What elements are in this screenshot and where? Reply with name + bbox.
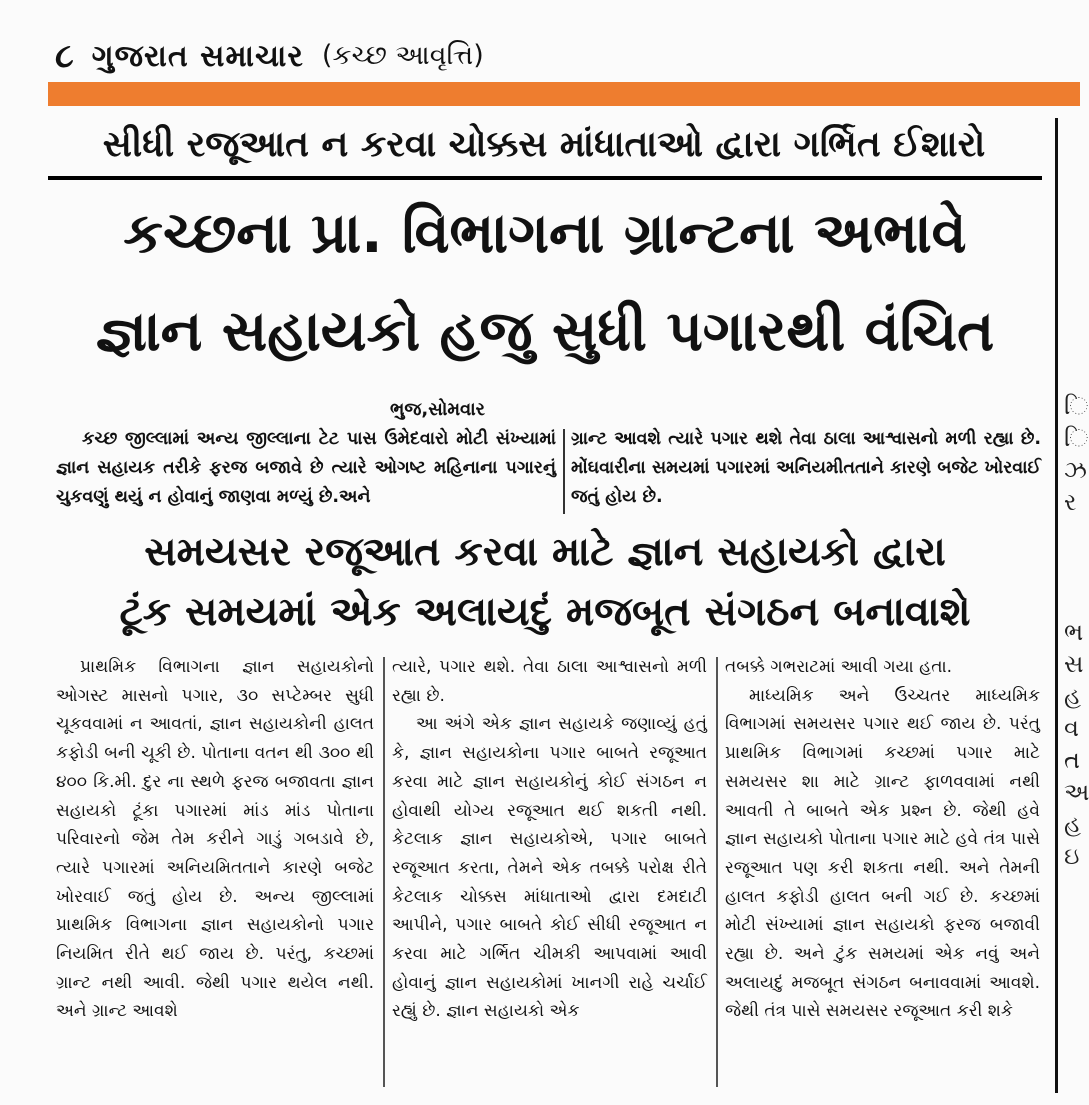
adjacent-article-fragment: વ [1064, 714, 1079, 742]
column-divider [1055, 118, 1058, 1093]
headline-line2: જ્ઞાન સહાયકો હજુ સુધી પગારથી વંચિત [95, 299, 995, 364]
masthead-logo: ગુજરાત સમાચાર [91, 38, 304, 74]
body-column-1 [56, 653, 374, 1026]
body-column-3 [725, 653, 1040, 1026]
intro-section [48, 425, 1042, 515]
intro-right: ગ્રાન્ટ આવશે ત્યારે પગાર થશે તેવા ઠાલા આશ્વાસનો મળી રહ્યા છે. મોંઘવારીના સમયમાં પગારમાં અનિયમીતતાને કારણે બજેટ ખોરવાઈ જતું હોય છે. [571, 429, 1041, 507]
adjacent-article-fragment: ઝ [1064, 456, 1087, 484]
page-number: ૮ [55, 36, 74, 76]
body-columns [48, 653, 1042, 1093]
column-rule [383, 657, 385, 1087]
paragraph: પ્રાથમિક વિભાગના જ્ઞાન સહાયકોનો ઓગસ્ટ માસનો પગાર, ૩૦ સપ્ટેમ્બર સુધી ચૂકવવામાં ન આવતાં, જ્ઞાન સહાયકોની હાલત કફોડી બની ચૂકી છે. પોતાના વતન થી ૩૦૦ થી ૪૦૦ કિ.મી. દુર ના સ્થળે ફરજ બજાવતા જ્ઞાન સહાયકો ટૂંકા પગારમાં માંડ માંડ પોતાના પરિવારનો જેમ તેમ કરીને ગાડું ગબડાવે છે, ત્યારે પગારમાં અનિયમિતતાને કારણે બજેટ ખોરવાઈ જતું હોય છે. અન્ય જીલ્લામાં પ્રાથમિક વિભાગના જ્ઞાન સહાયકોનો પગાર નિયમિત રીતે થઈ જાય છે. પરંતુ, કચ્છમાં ગ્રાન્ટ નથી આવી. જેથી પગાર થયેલ નથી. અને ગ્રાન્ટ આવશે [56, 657, 374, 1022]
adjacent-article-fragment: સ [1064, 650, 1084, 678]
kicker-divider [48, 176, 1042, 180]
adjacent-article-fragment: ત [1064, 746, 1080, 774]
headline-line1: કચ્છના પ્રા. વિભાગના ગ્રાન્ટના અભાવે [123, 201, 967, 266]
paragraph: માધ્યમિક અને ઉચ્ચતર માધ્યમિક વિભાગમાં સમયસર પગાર થઈ જાય છે. પરંતુ પ્રાથમિક વિભાગમાં કચ્છમાં પગાર માટે સમયસર શા માટે ગ્રાન્ટ ફાળવવામાં નથી આવતી તે બાબતે એક પ્રશ્ન છે. જેથી હવે જ્ઞાન સહાયકો પોતાના પગાર માટે હવે તંત્ર પાસે રજૂઆત પણ કરી શકતા નથી. અને તેમની હાલત કફોડી હાલત બની ગઈ છે. કચ્છમાં મોટી સંખ્યામાં જ્ઞાન સહાયકો ફરજ બજાવી રહ્યા છે. અને ટુંક સમયમાં એક નવું અને અલાયદું મજબૂત સંગઠન બનાવવામાં આવશે. જેથી તંત્ર પાસે સમયસર રજૂઆત કરી શકે [725, 685, 1040, 1022]
adjacent-article-fragment: િ [1064, 392, 1089, 420]
subhead-line1: સમયસર રજૂઆત કરવા માટે જ્ઞાન સહાયકો દ્વારા [144, 529, 946, 575]
accent-bar [48, 82, 1080, 106]
paragraph: આ અંગે એક જ્ઞાન સહાયકે જણાવ્યું હતું કે, જ્ઞાન સહાયકોના પગાર બાબતે રજૂઆત કરવા માટે જ્ઞાન સહાયકોનું કોઈ સંગઠન ન હોવાથી યોગ્ય રજૂઆત થઈ શકતી નથી. કેટલાક જ્ઞાન સહાયકોએ, પગાર બાબતે રજૂઆત કરતા, તેમને એક તબક્કે પરોક્ષ રીતે કેટલાક ચોક્કસ માંધાતાઓ દ્વારા દમદાટી આપીને, પગાર બાબતે કોઈ સીધી રજૂઆત ન કરવા માટે ગર્ભિત ચીમકી આપવામાં આવી હોવાનું જ્ઞાન સહાયકોમાં ખાનગી રાહે ચર્ચાઈ રહ્યું છે. જ્ઞાન સહાયકો એક [392, 714, 707, 1022]
column-rule [716, 657, 718, 1087]
adjacent-article-fragment: ર [1064, 488, 1077, 516]
paragraph: તબક્કે ગભરાટમાં આવી ગયા હતા. [725, 657, 953, 677]
dateline: ભુજ,સોમવાર [390, 399, 485, 420]
adjacent-article-fragment: અ [1064, 778, 1089, 806]
intro-left: કચ્છ જીલ્લામાં અન્ય જીલ્લાના ટેટ પાસ ઉમેદવારો મોટી સંખ્યામાં જ્ઞાન સહાયક તરીકે ફરજ બજાવે છે ત્યારે ઓગષ્ટ મહિનાના પગારનું ચુકવણું થયું ન હોવાનું જાણવા મળ્યું છે.અને [56, 429, 556, 507]
page-header [55, 34, 484, 78]
kicker: સીધી રજૂઆત ન કરવા ચોક્કસ માંધાતાઓ દ્વારા ગર્ભિત ઈશારો [102, 124, 986, 165]
adjacent-article-fragment: ભ [1064, 618, 1084, 646]
paragraph: ત્યારે, પગાર થશે. તેવા ઠાલા આશ્વાસનો મળી રહ્યા છે. [392, 657, 707, 706]
adjacent-article-fragment: ઇ [1064, 842, 1080, 870]
edition-label: (કચ્છ આવૃત્તિ) [321, 40, 484, 71]
adjacent-article-fragment: હ [1064, 682, 1082, 710]
subhead-line2: ટૂંક સમયમાં એક અલાયદું મજબૂત સંગઠન બનાવાશે [119, 589, 971, 635]
body-column-2 [392, 653, 707, 1026]
adjacent-article-fragment: િ [1064, 424, 1089, 452]
intro-divider [563, 429, 565, 514]
adjacent-article-fragment: હ [1064, 810, 1082, 838]
